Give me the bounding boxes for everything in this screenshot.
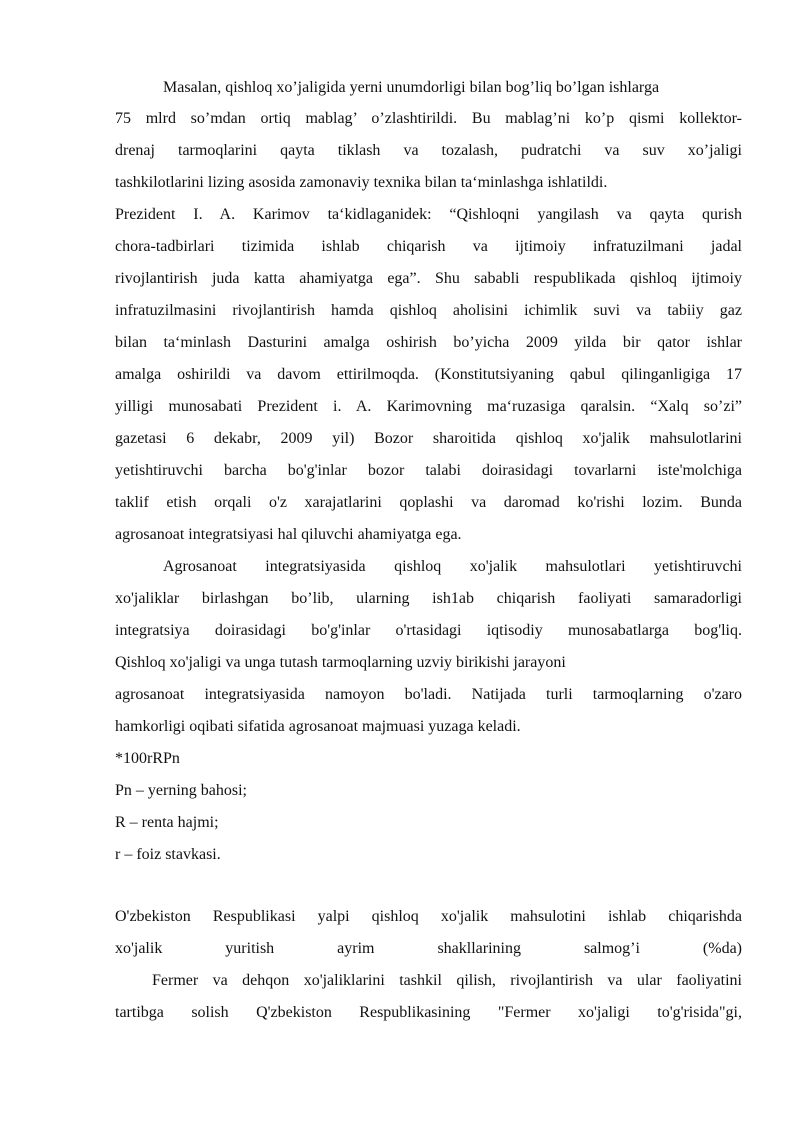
paragraph-line: yetishtiruvchi barcha bo'g'inlar bozor talabi doirasidagi tovarlarni iste'molchiga [115, 462, 742, 479]
paragraph-line: taklif etish orqali o'z xarajatlarini qoplashi va daromad ko'rishi lozim. Bunda [115, 494, 742, 511]
paragraph-line: tartibga solish Q'zbekiston Respublikasining "Fermer xo'jaligi to'g'risida"gi, [115, 1004, 742, 1021]
paragraph-line: gazetasi 6 dekabr, 2009 yil) Bozor sharoitida qishloq xo'jalik mahsulotlarini [115, 430, 742, 447]
paragraph-line: O'zbekiston Respublikasi yalpi qishloq xo'jalik mahsulotini ishlab chiqarishda [115, 908, 742, 925]
paragraph-line: chora-tadbirlari tizimida ishlab chiqarish va ijtimoiy infratuzilmani jadal [115, 238, 742, 255]
paragraph-line: Agrosanoat integratsiyasida qishloq xo'jalik mahsulotlari yetishtiruvchi [163, 558, 742, 575]
paragraph-line: Prezident I. A. Karimov ta‘kidlaganidek: “Qishloqni yangilash va qayta qurish [115, 206, 742, 223]
paragraph-line: Fermer va dehqon xo'jaliklarini tashkil qilish, rivojlantirish va ular faoliyatini [152, 972, 742, 989]
paragraph-line: bilan ta‘minlash Dasturini amalga oshirish bo’yicha 2009 yilda bir qator ishlar [115, 334, 742, 351]
paragraph-line: xo'jaliklar birlashgan bo’lib, ularning ish1ab chiqarish faoliyati samaradorligi [115, 590, 742, 607]
paragraph-line: yilligi munosabati Prezident i. A. Karimovning ma‘ruzasiga qaralsin. “Xalq so’zi” [115, 398, 742, 415]
paragraph-line: xo'jalik yuritish ayrim shakllarining salmog’i (%da) [115, 940, 742, 957]
paragraph-line: drenaj tarmoqlarini qayta tiklash va tozalash, pudratchi va suv xo’jaligi [115, 142, 742, 159]
paragraph-line: amalga oshirildi va davom ettirilmoqda. (Konstitutsiyaning qabul qilinganligiga 17 [115, 366, 742, 383]
paragraph-line: agrosanoat integratsiyasi hal qiluvchi ahamiyatga ega. [115, 526, 462, 543]
paragraph-line: Masalan, qishloq xo’jaligida yerni unumdorligi bilan bog’liq bo’lgan ishlarga [163, 79, 660, 96]
paragraph-line: hamkorligi oqibati sifatida agrosanoat majmuasi yuzaga keladi. [115, 718, 521, 735]
paragraph-line: 75 mlrd so’mdan ortiq mablag’ o’zlashtirildi. Bu mablag’ni ko’p qismi kollektor- [115, 110, 742, 127]
paragraph-line: tashkilotlarini lizing asosida zamonaviy texnika bilan ta‘minlashga ishlatildi. [115, 174, 608, 191]
paragraph-line: rivojlantirish juda katta ahamiyatga ega”. Shu sababli respublikada qishloq ijtimoiy [115, 270, 742, 287]
paragraph-line: Qishloq xo'jaligi va unga tutash tarmoqlarning uzviy birikishi jarayoni [115, 654, 566, 671]
formula-legend-line: Pn – yerning bahosi; [115, 782, 247, 799]
paragraph-line: agrosanoat integratsiyasida namoyon bo'ladi. Natijada turli tarmoqlarning o'zaro [115, 686, 742, 703]
formula-line: *100rRPn [115, 750, 180, 767]
formula-legend-line: R – renta hajmi; [115, 814, 219, 831]
paragraph-line: integratsiya doirasidagi bo'g'inlar o'rtasidagi iqtisodiy munosabatlarga bog'liq. [115, 622, 742, 639]
formula-legend-line: r – foiz stavkasi. [115, 846, 221, 863]
paragraph-line: infratuzilmasini rivojlantirish hamda qishloq aholisini ichimlik suvi va tabiiy gaz [115, 302, 742, 319]
